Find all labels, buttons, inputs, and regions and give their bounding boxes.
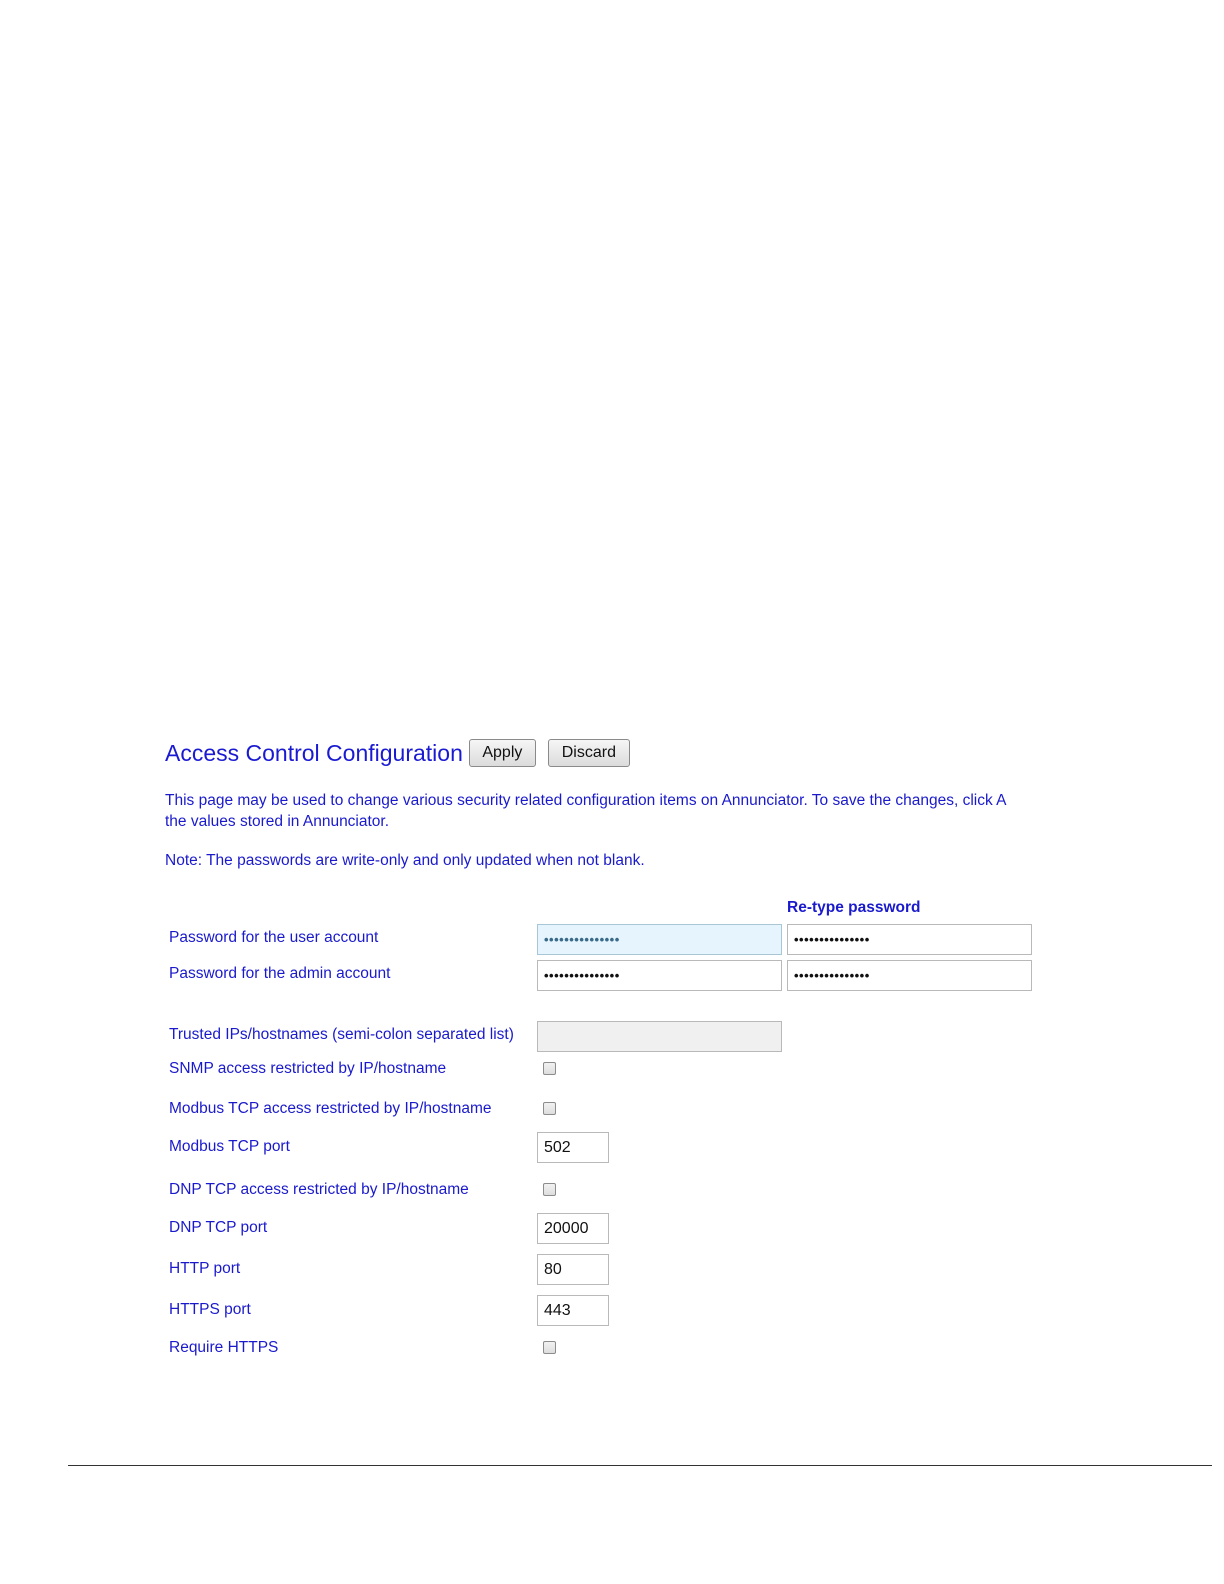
snmp-restricted-checkbox[interactable] — [543, 1062, 556, 1075]
dnp-port-label: DNP TCP port — [169, 1219, 268, 1236]
dnp-port-input[interactable] — [537, 1213, 609, 1244]
password-note: Note: The passwords are write-only and only updated when not blank. — [165, 852, 645, 869]
https-port-label: HTTPS port — [169, 1301, 251, 1318]
modbus-port-label: Modbus TCP port — [169, 1138, 290, 1155]
require-https-label: Require HTTPS — [169, 1339, 279, 1356]
user-password-retype-field[interactable] — [787, 924, 1032, 955]
user-password-label: Password for the user account — [169, 929, 379, 946]
apply-button[interactable]: Apply — [469, 739, 536, 767]
modbus-restricted-checkbox[interactable] — [543, 1102, 556, 1115]
page-title: Access Control Configuration — [165, 739, 463, 766]
http-port-input[interactable] — [537, 1254, 609, 1285]
page-description — [165, 790, 1055, 832]
footer-divider — [68, 1465, 1212, 1466]
description-line-1: This page may be used to change various security related configuration items on Annunciator. To save the changes, click A — [165, 792, 1007, 809]
dnp-restricted-label: DNP TCP access restricted by IP/hostname — [169, 1181, 469, 1198]
user-password-field[interactable] — [537, 924, 782, 955]
admin-password-field[interactable] — [537, 960, 782, 991]
trusted-hosts-input[interactable] — [537, 1021, 782, 1052]
admin-password-label: Password for the admin account — [169, 965, 391, 982]
title-row — [165, 736, 642, 770]
require-https-checkbox[interactable] — [543, 1341, 556, 1354]
http-port-label: HTTP port — [169, 1260, 241, 1277]
modbus-port-input[interactable] — [537, 1132, 609, 1163]
modbus-restricted-label: Modbus TCP access restricted by IP/hostname — [169, 1100, 492, 1117]
description-line-2: the values stored in Annunciator. — [165, 813, 390, 830]
snmp-restricted-label: SNMP access restricted by IP/hostname — [169, 1060, 447, 1077]
dnp-restricted-checkbox[interactable] — [543, 1183, 556, 1196]
discard-button[interactable]: Discard — [548, 739, 630, 767]
trusted-hosts-label: Trusted IPs/hostnames (semi-colon separated list) — [169, 1026, 514, 1043]
https-port-input[interactable] — [537, 1295, 609, 1326]
admin-password-retype-field[interactable] — [787, 960, 1032, 991]
retype-password-header: Re-type password — [787, 899, 921, 916]
